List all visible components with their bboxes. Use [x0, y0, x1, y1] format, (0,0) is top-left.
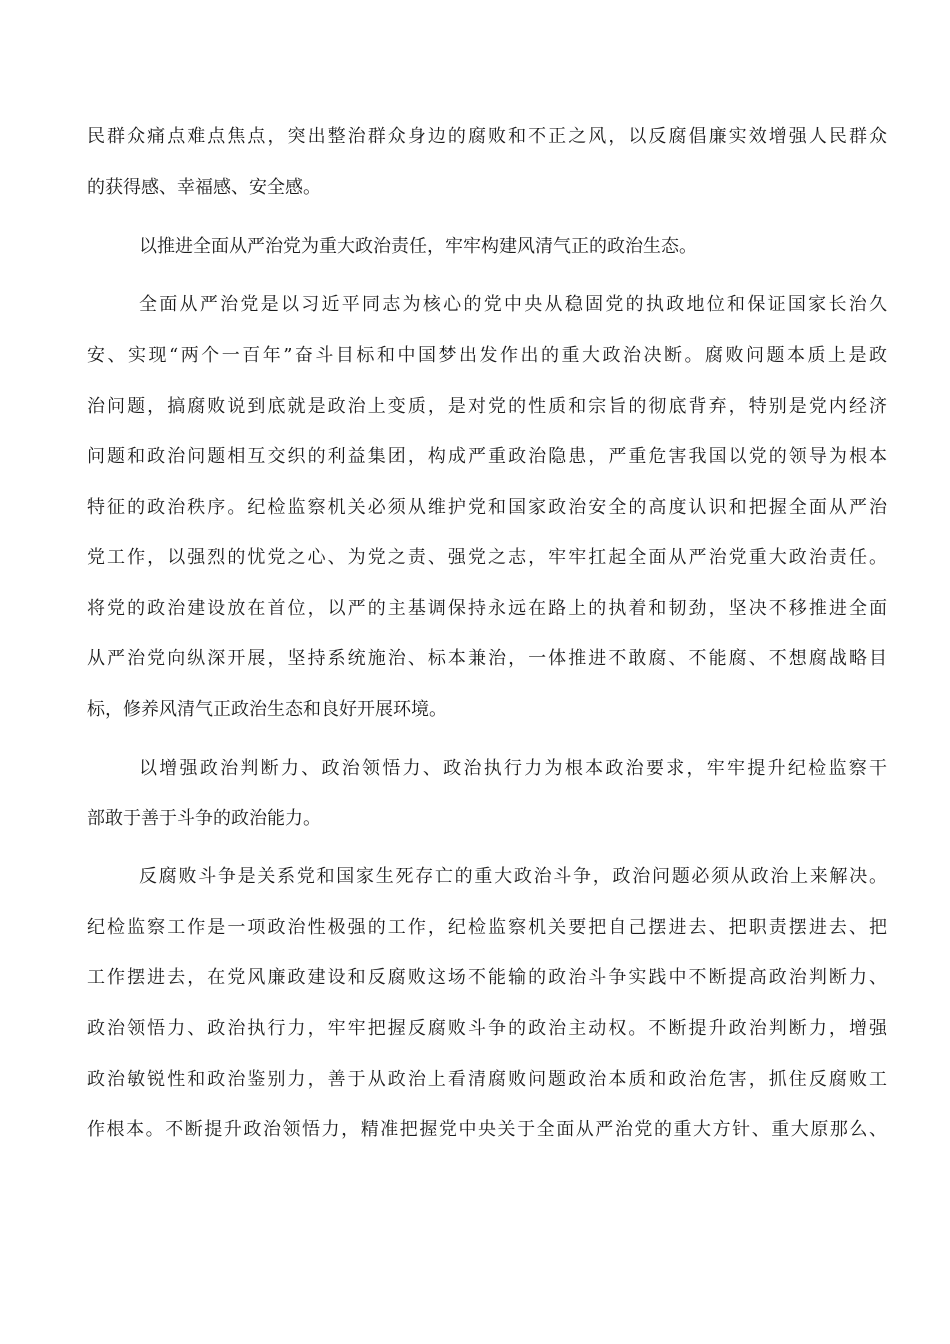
text-line: 问题和政治问题相互交织的利益集团，构成严重政治隐患，严重危害我国以党的领导为根本 — [87, 446, 887, 467]
text-line: 从严治党向纵深开展，坚持系统施治、标本兼治，一体推进不敢腐、不能腐、不想腐战略目 — [87, 648, 887, 669]
text-line: 政治领悟力、政治执行力，牢牢把握反腐败斗争的政治主动权。不断提升政治判断力，增强 — [87, 1018, 887, 1039]
section-heading: 以增强政治判断力、政治领悟力、政治执行力为根本政治要求，牢牢提升纪检监察干 — [139, 758, 887, 779]
text-line: 标，修养风清气正政治生态和良好开展环境。 — [87, 699, 447, 720]
text-line: 作根本。不断提升政治领悟力，精准把握党中央关于全面从严治党的重大方针、重大原那么、 — [87, 1119, 887, 1140]
text-line: 安、实现“两个一百年”奋斗目标和中国梦出发作出的重大政治决断。腐败问题本质上是政 — [87, 345, 887, 366]
text-line: 反腐败斗争是关系党和国家生死存亡的重大政治斗争，政治问题必须从政治上来解决。 — [139, 866, 887, 887]
text-line: 民群众痛点难点焦点，突出整治群众身边的腐败和不正之风，以反腐倡廉实效增强人民群众 — [87, 126, 887, 147]
text-line: 的获得感、幸福感、安全感。 — [87, 177, 321, 198]
section-heading-continued: 部敢于善于斗争的政治能力。 — [87, 808, 321, 829]
text-line: 将党的政治建设放在首位，以严的主基调保持永远在路上的执着和韧劲，坚决不移推进全面 — [87, 598, 887, 619]
text-line: 特征的政治秩序。纪检监察机关必须从维护党和国家政治安全的高度认识和把握全面从严治 — [87, 497, 887, 518]
section-heading: 以推进全面从严治党为重大政治责任，牢牢构建风清气正的政治生态。 — [139, 236, 697, 257]
text-line: 工作摆进去，在党风廉政建设和反腐败这场不能输的政治斗争实践中不断提高政治判断力、 — [87, 967, 887, 988]
text-line: 纪检监察工作是一项政治性极强的工作，纪检监察机关要把自己摆进去、把职责摆进去、把 — [87, 917, 887, 938]
text-line: 党工作，以强烈的忧党之心、为党之责、强党之志，牢牢扛起全面从严治党重大政治责任。 — [87, 547, 887, 568]
text-line: 政治敏锐性和政治鉴别力，善于从政治上看清腐败问题政治本质和政治危害，抓住反腐败工 — [87, 1069, 887, 1090]
text-line: 全面从严治党是以习近平同志为核心的党中央从稳固党的执政地位和保证国家长治久 — [139, 294, 887, 315]
text-line: 治问题，搞腐败说到底就是政治上变质，是对党的性质和宗旨的彻底背弃，特别是党内经济 — [87, 396, 887, 417]
